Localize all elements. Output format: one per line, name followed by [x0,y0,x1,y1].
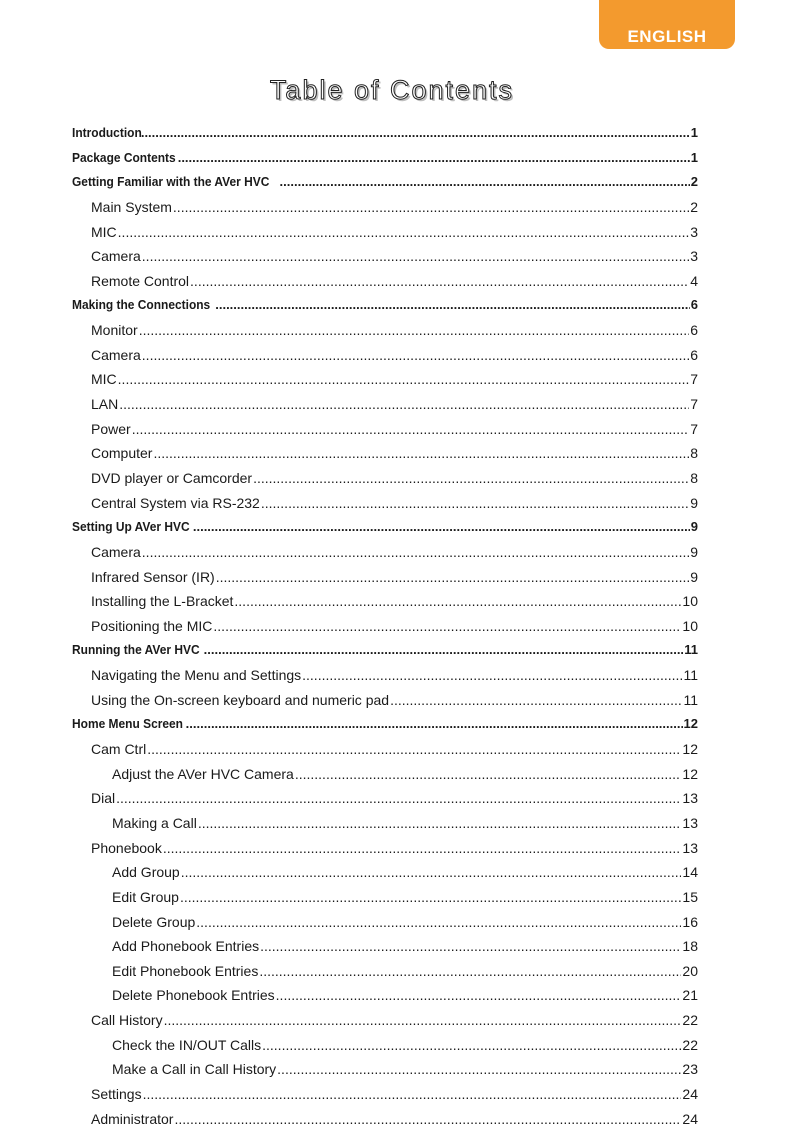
toc-leader-dots [178,146,690,171]
toc-entry[interactable] [72,146,698,171]
toc-entry-title: Remote Control [91,272,190,289]
toc-entry-page: 9 [690,568,698,585]
toc-entry-title: Power [91,420,131,437]
toc-entry[interactable] [72,614,698,639]
toc-entry-page: 9 [690,543,698,560]
toc-entry-title: Running the AVer HVC [72,642,200,658]
toc-entry-page: 1 [690,149,698,165]
toc-entry[interactable] [72,1082,698,1107]
toc-leader-dots [215,293,690,318]
toc-entry-page: 14 [682,864,698,881]
toc-entry-page: 24 [682,1085,698,1102]
toc-entry-page: 11 [684,642,698,658]
toc-entry-title: Main System [91,198,172,215]
toc-leader-dots [216,565,689,590]
toc-leader-dots [253,466,689,491]
toc-entry-page: 4 [690,272,698,289]
toc-leader-dots [276,983,682,1008]
toc-entry-title: Setting Up AVer HVC [72,519,190,535]
toc-leader-dots [280,170,690,195]
toc-entry-page: 3 [690,248,698,265]
toc-entry[interactable] [72,1033,698,1058]
toc-entry-page: 9 [690,494,698,511]
toc-leader-dots [196,910,681,935]
toc-entry[interactable] [72,244,698,269]
toc-entry-page: 13 [682,790,698,807]
toc-entry[interactable] [72,392,698,417]
toc-leader-dots [163,836,682,861]
toc-leader-dots [119,392,689,417]
toc-leader-dots [153,441,689,466]
toc-leader-dots [190,269,689,294]
toc-entry[interactable] [72,663,698,688]
toc-entry[interactable] [72,811,698,836]
toc-entry-title: Edit Group [112,888,179,905]
toc-entry-title: Settings [91,1085,142,1102]
toc-entry-page: 6 [690,346,698,363]
toc-entry[interactable] [72,737,698,762]
toc-entry-page: 2 [690,174,698,190]
toc-leader-dots [164,1008,682,1033]
toc-entry[interactable] [72,220,698,245]
toc-entry-page: 10 [682,593,698,610]
toc-entry-title: Add Phonebook Entries [112,938,260,955]
toc-entry-title: Home Menu Screen [72,716,184,732]
toc-entry-title: Central System via RS-232 [91,494,260,511]
toc-entry-page: 20 [682,962,698,979]
toc-entry[interactable] [72,170,698,195]
toc-entry-page: 11 [683,691,698,708]
toc-entry[interactable] [72,565,698,590]
toc-entry-title: Delete Phonebook Entries [112,987,275,1004]
toc-entry-page: 21 [682,987,698,1004]
table-of-contents [72,121,698,1131]
toc-entry-title: MIC [91,371,117,388]
toc-entry[interactable] [72,836,698,861]
toc-entry-page: 7 [690,371,698,388]
toc-entry[interactable] [72,417,698,442]
toc-entry-title: Introduction [72,125,142,140]
toc-leader-dots [295,762,682,787]
toc-entry-page: 15 [682,888,698,905]
toc-entry[interactable] [72,540,698,565]
toc-entry-title: Add Group [112,864,180,881]
toc-entry[interactable] [72,589,698,614]
toc-entry-page: 6 [690,297,698,313]
toc-entry[interactable] [72,269,698,294]
toc-entry-title: Cam Ctrl [91,741,147,758]
toc-leader-dots [142,343,689,368]
toc-entry[interactable] [72,491,698,516]
toc-entry[interactable] [72,688,698,713]
toc-leader-dots [193,515,690,540]
toc-entry-title: LAN [91,396,119,413]
toc-leader-dots [234,589,681,614]
toc-entry-page: 6 [690,322,698,339]
toc-entry-title: Camera [91,543,141,560]
page-title: Table of Contents [269,75,515,105]
language-tab: ENGLISH [599,0,735,49]
toc-entry-title: Using the On-screen keyboard and numeric pad [91,691,390,708]
toc-entry[interactable] [72,712,698,737]
toc-entry-page: 13 [682,814,698,831]
toc-entry-title: Phonebook [91,839,162,856]
toc-leader-dots [118,367,690,392]
toc-entry-page: 22 [682,1012,698,1029]
toc-entry[interactable] [72,959,698,984]
toc-leader-dots [116,786,681,811]
toc-entry[interactable] [72,293,698,318]
toc-entry-title: Edit Phonebook Entries [112,962,259,979]
toc-entry[interactable] [72,343,698,368]
toc-leader-dots [180,885,681,910]
toc-leader-dots [390,688,682,713]
toc-entry-title: Camera [91,248,141,265]
toc-leader-dots [147,737,681,762]
toc-entry-page: 24 [682,1110,698,1127]
toc-entry-title: Making the Connections [72,297,211,313]
toc-entry-title: Getting Familiar with the AVer HVC [72,174,270,190]
toc-entry-title: Call History [91,1012,163,1029]
toc-entry-page: 8 [690,469,698,486]
toc-entry-page: 22 [682,1036,698,1053]
toc-entry-page: 13 [682,839,698,856]
toc-entry-page: 7 [690,396,698,413]
toc-leader-dots [186,712,683,737]
toc-entry-title: DVD player or Camcorder [91,469,253,486]
toc-leader-dots [143,1082,682,1107]
toc-leader-dots [132,417,690,442]
toc-leader-dots [261,491,689,516]
toc-entry[interactable] [72,910,698,935]
toc-entry-page: 1 [690,125,698,140]
toc-leader-dots [260,934,681,959]
toc-entry[interactable] [72,121,698,146]
toc-entry-page: 7 [690,420,698,437]
toc-leader-dots [142,540,689,565]
toc-entry-page: 12 [683,716,698,732]
toc-entry-title: Administrator [91,1110,174,1127]
toc-entry-page: 11 [683,667,698,684]
toc-leader-dots [181,860,682,885]
toc-entry-page: 10 [682,617,698,634]
toc-entry[interactable] [72,515,698,540]
toc-leader-dots [118,220,690,245]
toc-entry[interactable] [72,367,698,392]
toc-leader-dots [259,959,681,984]
toc-entry-page: 8 [690,445,698,462]
toc-entry-title: Monitor [91,322,138,339]
toc-entry-page: 9 [690,519,698,535]
toc-leader-dots [198,811,682,836]
toc-entry-title: Dial [91,790,116,807]
toc-entry-title: Making a Call [112,814,197,831]
toc-entry[interactable] [72,318,698,343]
toc-entry-title: Adjust the AVer HVC Camera [112,765,294,782]
toc-entry-page: 18 [682,938,698,955]
toc-entry-title: Infrared Sensor (IR) [91,568,215,585]
toc-entry-page: 12 [682,741,698,758]
toc-entry-title: Positioning the MIC [91,617,213,634]
toc-entry-title: Make a Call in Call History [112,1061,277,1078]
toc-entry-title: Check the IN/OUT Calls [112,1036,262,1053]
toc-leader-dots [262,1033,681,1058]
toc-leader-dots [302,663,682,688]
toc-entry-title: Computer [91,445,153,462]
toc-entry-title: Package Contents [72,149,176,165]
toc-entry[interactable] [72,786,698,811]
toc-entry-title: Installing the L-Bracket [91,593,234,610]
toc-entry[interactable] [72,1008,698,1033]
toc-leader-dots [142,244,689,269]
toc-leader-dots [204,638,684,663]
toc-entry[interactable] [72,441,698,466]
toc-entry[interactable] [72,934,698,959]
toc-leader-dots [174,1107,681,1132]
toc-entry-page: 12 [682,765,698,782]
toc-entry-page: 3 [690,223,698,240]
toc-entry-page: 16 [682,913,698,930]
toc-entry[interactable] [72,762,698,787]
toc-entry[interactable] [72,1057,698,1082]
toc-leader-dots [277,1057,681,1082]
toc-entry[interactable] [72,195,698,220]
toc-leader-dots [141,121,690,146]
toc-entry[interactable] [72,638,698,663]
toc-entry[interactable] [72,885,698,910]
toc-entry-title: Navigating the Menu and Settings [91,667,302,684]
toc-entry-title: Delete Group [112,913,196,930]
toc-leader-dots [213,614,681,639]
toc-entry-page: 23 [682,1061,698,1078]
toc-entry[interactable] [72,860,698,885]
toc-entry[interactable] [72,466,698,491]
toc-leader-dots [139,318,690,343]
toc-entry-page: 2 [690,198,698,215]
toc-entry[interactable] [72,1107,698,1132]
toc-entry[interactable] [72,983,698,1008]
toc-leader-dots [173,195,689,220]
toc-entry-title: Camera [91,346,141,363]
toc-entry-title: MIC [91,223,117,240]
